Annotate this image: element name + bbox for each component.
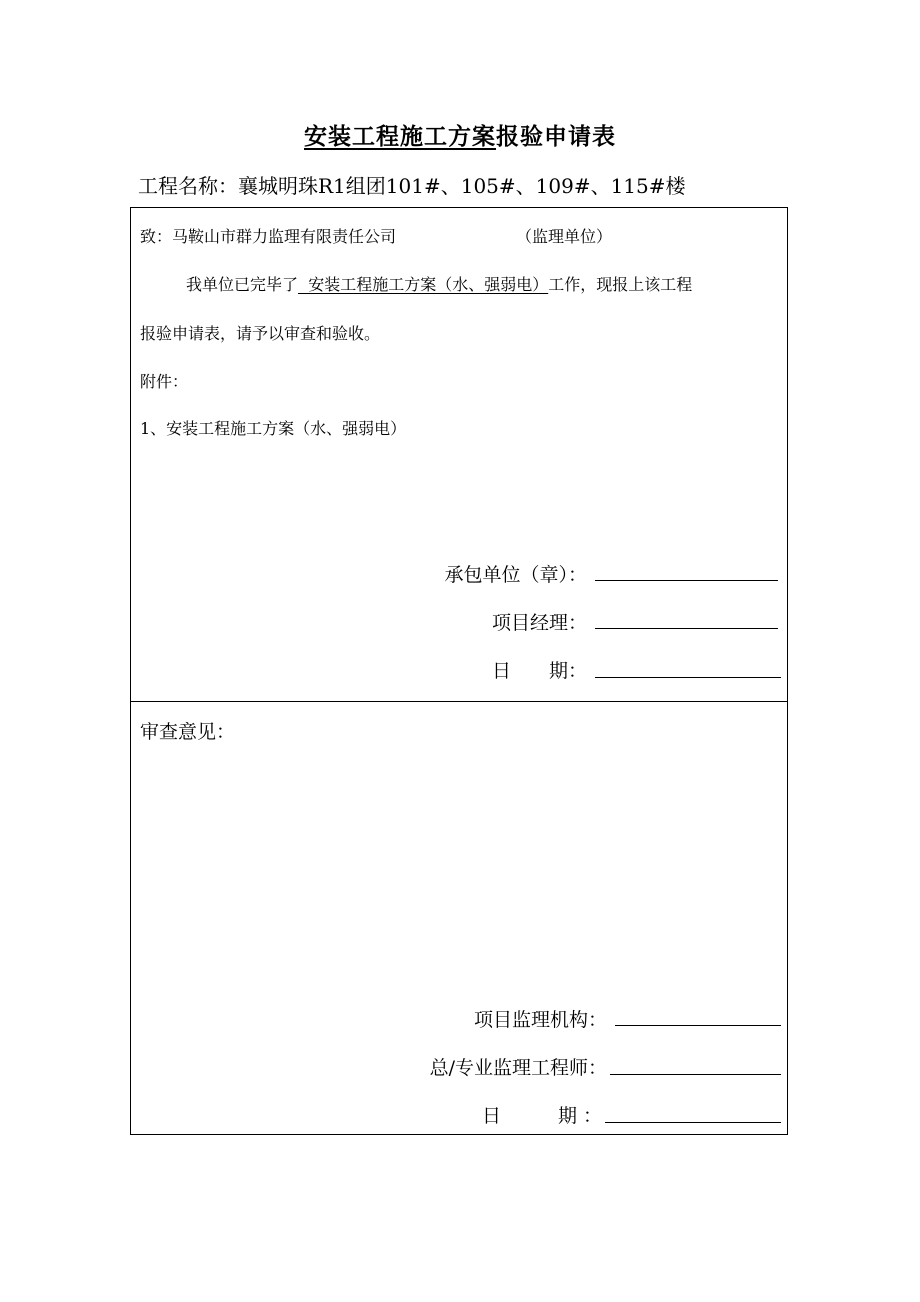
supervision-org-signature-line[interactable] xyxy=(615,1025,781,1026)
section-divider xyxy=(130,701,788,702)
review-date-label: 日 期 ： xyxy=(481,1105,602,1127)
body-underlined-item: 安装工程施工方案（水、强弱电） xyxy=(298,275,549,294)
contractor-label: 承包单位（章）： xyxy=(444,564,587,586)
supervision-org-label: 项目监理机构： xyxy=(473,1009,607,1031)
report-body-line-2: 报验申请表，请予以审查和验收。 xyxy=(140,324,381,343)
review-date-line[interactable] xyxy=(605,1122,781,1123)
report-date-label: 日 期： xyxy=(491,660,587,682)
contractor-signature-line[interactable] xyxy=(595,580,778,581)
review-opinion-label: 审查意见： xyxy=(140,721,236,743)
engineer-signature-line[interactable] xyxy=(610,1074,781,1075)
title-underlined-part: 安装工程施工方案 xyxy=(304,123,496,150)
attachment-item-1: 1、安装工程施工方案（水、强弱电） xyxy=(140,419,407,438)
attachments-label: 附件： xyxy=(140,372,189,391)
report-date-line[interactable] xyxy=(595,677,781,678)
engineer-label: 总/专业监理工程师： xyxy=(429,1057,607,1079)
project-name-line: 工程名称：襄城明珠R1组团101#、105#、109#、115#楼 xyxy=(138,174,686,198)
body-prefix: 我单位已完毕了 xyxy=(186,275,299,294)
form-table xyxy=(130,207,788,1135)
manager-label: 项目经理： xyxy=(491,612,587,634)
addressee: 致：马鞍山市群力监理有限责任公司 xyxy=(140,227,397,246)
body-suffix: 工作，现报上该工程 xyxy=(548,275,693,294)
title-rest: 报验申请表 xyxy=(496,123,616,150)
document-title xyxy=(0,118,920,151)
manager-signature-line[interactable] xyxy=(595,628,778,629)
addressee-role: （监理单位） xyxy=(516,227,613,246)
report-body-line-1 xyxy=(186,272,692,295)
